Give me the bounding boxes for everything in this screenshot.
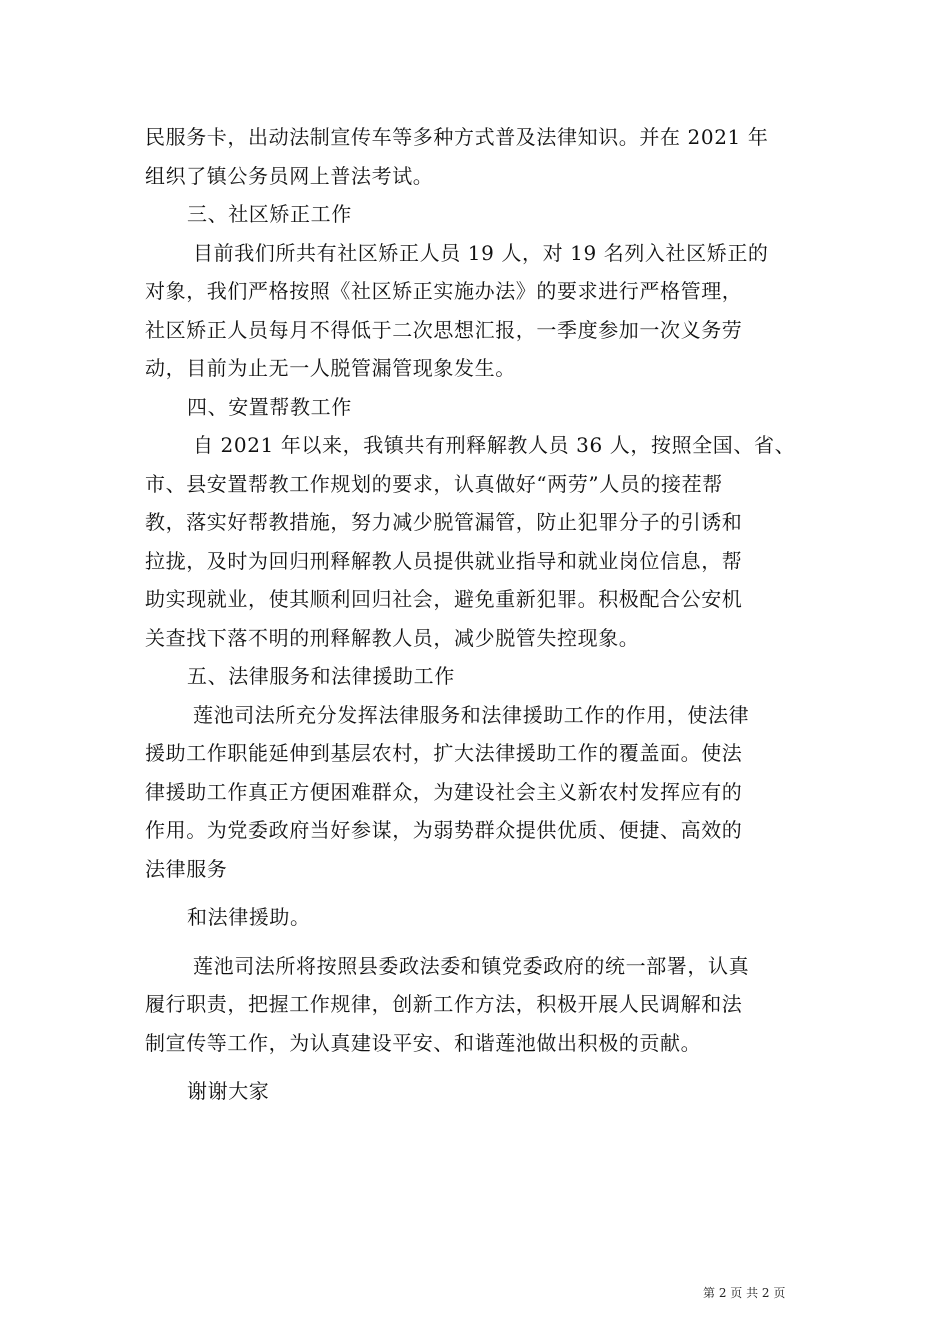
paragraph-gap [145, 1062, 810, 1072]
paragraph-line: 动，目前为止无一人脱管漏管现象发生。 [145, 356, 516, 380]
paragraph-line: 教，落实好帮教措施，努力减少脱管漏管，防止犯罪分子的引诱和 [145, 510, 743, 534]
paragraph-line: 作用。为党委政府当好参谋，为弱势群众提供优质、便捷、高效的 [145, 818, 743, 842]
paragraph-gap [145, 937, 810, 947]
paragraph-line: 莲池司法所充分发挥法律服务和法律援助工作的作用，使法律 [193, 702, 750, 727]
paragraph-line: 法律服务 [145, 856, 228, 881]
paragraph-line: 关查找下落不明的刑释解教人员，减少脱管失控现象。 [145, 625, 640, 650]
paragraph-line: 拉拢，及时为回归刑释解教人员提供就业指导和就业岗位信息，帮 [145, 548, 743, 573]
paragraph-line: 援助工作职能延伸到基层农村，扩大法律援助工作的覆盖面。使法 [145, 741, 743, 765]
section-heading-resettlement: 四、安置帮教工作 [187, 394, 352, 419]
section-heading-legal-aid: 五、法律服务和法律援助工作 [187, 664, 455, 688]
paragraph-line: 社区矫正人员每月不得低于二次思想汇报，一季度参加一次义务劳 [145, 317, 743, 342]
paragraph-line: 对象，我们严格按照《社区矫正实施办法》的要求进行严格管理， [145, 279, 743, 303]
paragraph-gap [145, 888, 810, 898]
paragraph-line: 和法律援助。 [187, 905, 311, 929]
paragraph-line: 市、县安置帮教工作规划的要求，认真做好“两劳”人员的接茬帮 [145, 471, 723, 496]
section-heading-community-correction: 三、社区矫正工作 [187, 202, 352, 226]
paragraph-line: 自 2021 年以来，我镇共有刑释解教人员 36 人，按照全国、省、 [193, 433, 796, 457]
paragraph-line: 律援助工作真正方便困难群众，为建设社会主义新农村发挥应有的 [145, 779, 743, 804]
paragraph-line: 莲池司法所将按照县委政法委和镇党委政府的统一部署，认真 [193, 953, 750, 978]
paragraph-line: 目前我们所共有社区矫正人员 19 人，对 19 名列入社区矫正的 [193, 240, 769, 265]
paragraph-line: 民服务卡，出动法制宣传车等多种方式普及法律知识。并在 2021 年 [145, 125, 769, 149]
paragraph-line: 履行职责，把握工作规律，创新工作方法，积极开展人民调解和法 [145, 992, 743, 1016]
paragraph-line: 制宣传等工作，为认真建设平安、和谐莲池做出积极的贡献。 [145, 1030, 702, 1055]
paragraph-line: 组织了镇公务员网上普法考试。 [145, 163, 434, 188]
document-body [145, 118, 810, 1111]
page-number-footer: 第 2 页 共 2 页 [703, 1286, 786, 1300]
closing-thanks: 谢谢大家 [187, 1079, 270, 1103]
paragraph-line: 助实现就业，使其顺利回归社会，避免重新犯罪。积极配合公安机 [145, 587, 743, 611]
